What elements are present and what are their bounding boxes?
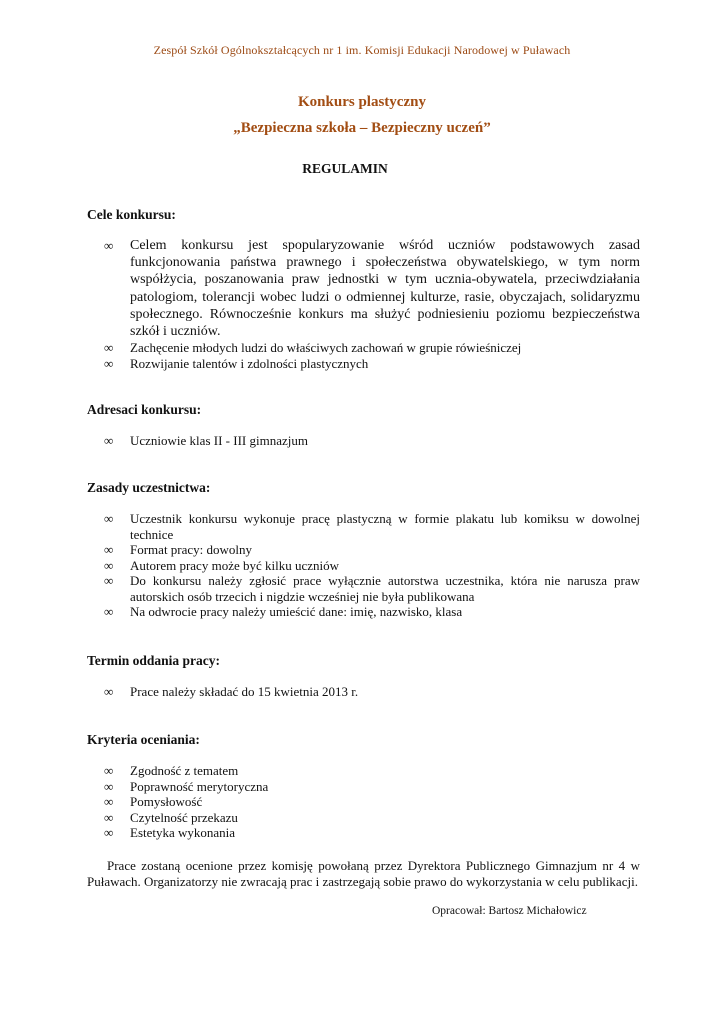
list-item [104, 340, 640, 356]
list-item [104, 825, 640, 841]
list-item [104, 356, 640, 372]
section-heading-goals: Cele konkursu: [87, 207, 176, 222]
infinity-bullet-icon: ∞ [104, 825, 114, 840]
list-item [104, 237, 640, 340]
list-item-text: Estetyka wykonania [130, 825, 236, 840]
list-item-text: Uczniowie klas II - III gimnazjum [130, 433, 308, 448]
section-heading-rules: Zasady uczestnictwa: [87, 480, 211, 495]
school-header: Zespół Szkół Ogólnokształcących nr 1 im. Komisji Edukacji Narodowej w Puławach [153, 43, 571, 57]
infinity-bullet-icon: ∞ [104, 604, 114, 619]
list-item-text: Rozwijanie talentów i zdolności plastycznych [130, 355, 369, 371]
list-item [104, 604, 640, 620]
list-item [104, 573, 640, 604]
list-item [104, 511, 640, 542]
list-item-text: Pomysłowość [130, 794, 203, 809]
criteria-list [104, 763, 640, 841]
list-item-text: Poprawność merytoryczna [130, 778, 269, 794]
list-item [104, 794, 640, 810]
list-item-text: Zachęcenie młodych ludzi do właściwych zachowań w grupie rówieśniczej [130, 340, 522, 356]
infinity-bullet-icon: ∞ [104, 809, 114, 825]
infinity-bullet-icon: ∞ [104, 511, 114, 526]
list-item-text: Czytelność przekazu [130, 809, 238, 825]
list-item-text: Autorem pracy może być kilku uczniów [130, 557, 340, 573]
list-item-text: Zgodność z tematem [130, 763, 239, 778]
contest-subtitle: „Bezpieczna szkoła – Bezpieczny uczeń” [233, 120, 491, 136]
closing-paragraph [87, 858, 640, 890]
list-item [104, 779, 640, 795]
rules-list [104, 511, 640, 620]
section-heading-deadline: Termin oddania pracy: [87, 653, 221, 668]
infinity-bullet-icon: ∞ [104, 355, 114, 371]
closing-text: Prace zostaną ocenione przez komisję powołaną przez Dyrektora Publicznego Gimnazjum nr 4 w Puławach. Organizatorzy nie zwracają prac i zastrzegają sobie prawo do wykorzystania w celu publikacji. [87, 858, 640, 889]
list-item [104, 558, 640, 574]
goals-list [104, 237, 640, 371]
list-item [104, 810, 640, 826]
regulations-heading: REGULAMIN [302, 161, 388, 176]
list-item [104, 763, 640, 779]
section-heading-criteria: Kryteria oceniania: [87, 732, 200, 747]
list-item-text: Do konkursu należy zgłosić prace wyłącznie autorstwa uczestnika, która nie narusza praw autorskich osób trzecich i nigdzie wcześniej nie była publikowana [130, 573, 640, 604]
infinity-bullet-icon: ∞ [104, 557, 114, 573]
infinity-bullet-icon: ∞ [104, 433, 114, 448]
deadline-list [104, 684, 640, 700]
list-item [104, 433, 640, 449]
author-signature: Opracował: Bartosz Michałowicz [432, 905, 587, 917]
infinity-bullet-icon: ∞ [104, 763, 114, 778]
audience-list [104, 433, 640, 449]
infinity-bullet-icon: ∞ [104, 778, 114, 794]
list-item [104, 542, 640, 558]
list-item-text: Na odwrocie pracy należy umieścić dane: imię, nazwisko, klasa [130, 604, 463, 619]
list-item-text: Uczestnik konkursu wykonuje pracę plastyczną w formie plakatu lub komiksu w dowolnej technice [130, 511, 640, 542]
infinity-bullet-icon: ∞ [104, 238, 114, 253]
list-item [104, 684, 640, 700]
list-item-text: Celem konkursu jest spopularyzowanie wśród uczniów podstawowych zasad funkcjonowania państwa prawnego i społeczeństwa obywatelskiego, w tym norm współżycia, poszanowania praw jednostki w tym ucznia-obywatela, przeciwdziałania patologiom, tolerancji wobec ludzi o odmiennej kulturze, rasie, obyczajach, solidaryzmu społecznego. Równocześnie konkurs ma służyć podniesieniu poziomu bezpieczeństwa szkół i uczniów. [130, 238, 640, 340]
section-heading-audience: Adresaci konkursu: [87, 402, 202, 417]
infinity-bullet-icon: ∞ [104, 794, 114, 809]
list-item-text: Prace należy składać do 15 kwietnia 2013 r. [130, 684, 359, 699]
infinity-bullet-icon: ∞ [104, 340, 114, 356]
infinity-bullet-icon: ∞ [104, 684, 114, 699]
list-item-text: Format pracy: dowolny [130, 542, 253, 557]
infinity-bullet-icon: ∞ [104, 573, 114, 588]
infinity-bullet-icon: ∞ [104, 542, 114, 557]
contest-title: Konkurs plastyczny [298, 94, 426, 110]
